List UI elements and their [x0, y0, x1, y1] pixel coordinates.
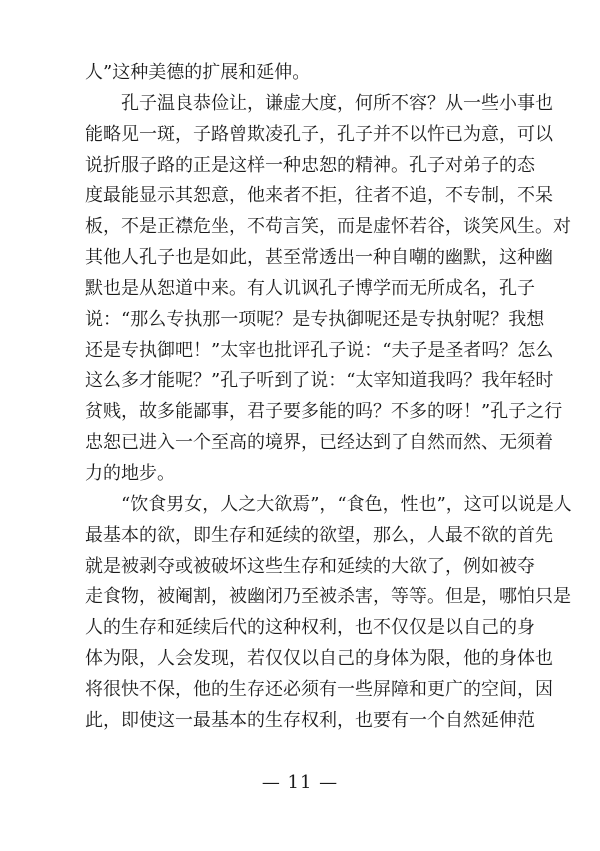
paragraph-3-line-3: 就是被剥夺或被破坏这些生存和延续的大欲了，例如被夺 [85, 555, 535, 577]
paragraph-2-line-6: 其他人孔子也是如此，甚至常透出一种自嘲的幽默，这种幽 [85, 247, 553, 269]
paragraph-3-line-1: “饮食男女，人之大欲焉”，“食色，性也”，这可以说是人 [121, 493, 572, 515]
paragraph-2-line-12: 忠恕已进入一个至高的境界，已经达到了自然而然、无须着 [85, 432, 553, 454]
paragraph-2-line-7: 默也是从恕道中来。有人讥讽孔子博学而无所成名，孔子 [85, 277, 535, 299]
paragraph-2-line-10: 这么多才能呢？”孔子听到了说：“太宰知道我吗？我年轻时 [85, 370, 554, 392]
paragraph-3-line-5: 人的生存和延续后代的这种权利，也不仅仅是以自己的身 [85, 617, 535, 639]
paragraph-2-line-5: 板，不是正襟危坐，不苟言笑，而是虚怀若谷，谈笑风生。对 [85, 216, 571, 238]
paragraph-2-line-9: 还是专执御吧！”太宰也批评孔子说：“夫子是圣者吗？怎么 [85, 339, 554, 361]
paragraph-2-line-4: 度最能显示其恕意，他来者不拒，往者不追，不专制，不呆 [85, 185, 553, 207]
paragraph-2-line-1: 孔子温良恭俭让，谦虚大度，何所不容？从一些小事也 [121, 92, 553, 114]
paragraph-2-line-13: 力的地步。 [85, 462, 175, 484]
paragraph-3-line-4: 走食物，被阉割，被幽闭乃至被杀害，等等。但是，哪怕只是 [85, 586, 571, 608]
paragraph-2-line-3: 说折服子路的正是这样一种忠恕的精神。孔子对弟子的态 [85, 154, 535, 176]
page-number: — 11 — [261, 772, 339, 793]
paragraph-3-line-2: 最基本的欲，即生存和延续的欲望，那么，人最不欲的首先 [85, 524, 553, 546]
paragraph-3-line-7: 将很快不保，他的生存还必须有一些屏障和更广的空间，因 [85, 678, 553, 700]
paragraph-2-line-2: 能略见一斑，子路曾欺凌孔子，孔子并不以忤已为意，可以 [85, 123, 553, 145]
page-text-body [85, 58, 572, 737]
paragraph-1-line-1: 人”这种美德的扩展和延伸。 [85, 62, 311, 83]
paragraph-3-line-8: 此，即使这一最基本的生存权利，也要有一个自然延伸范 [85, 709, 535, 731]
paragraph-2-line-8: 说：“那么专执那一项呢？是专执御呢还是专执射呢？我想 [85, 308, 545, 330]
paragraph-2-line-11: 贫贱，故多能鄙事，君子要多能的吗？不多的呀！”孔子之行 [85, 401, 563, 423]
paragraph-3-line-6: 体为限，人会发现，若仅仅以自己的身体为限，他的身体也 [85, 648, 553, 670]
